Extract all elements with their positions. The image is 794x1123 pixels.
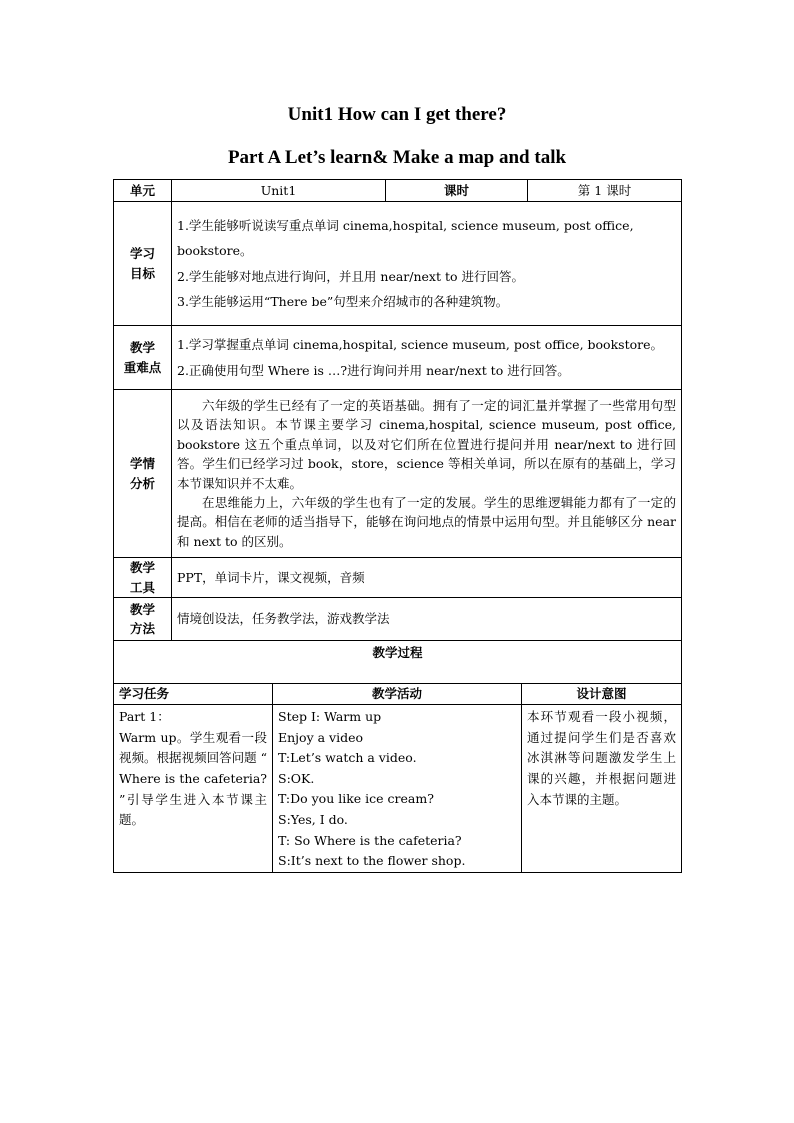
activity-line: T: So Where is the cafeteria? bbox=[278, 832, 462, 848]
activity-line: S:OK. bbox=[278, 770, 315, 786]
process-heading-row bbox=[114, 641, 682, 684]
process-header-row bbox=[114, 684, 682, 705]
unit-label: 单元 bbox=[114, 180, 172, 202]
analysis-content bbox=[172, 390, 682, 558]
objective-line: 3.学生能够运用“There be”句型来介绍城市的各种建筑物。 bbox=[177, 293, 509, 309]
methods-label: 教学 方法 bbox=[114, 598, 172, 641]
key-points-content bbox=[172, 326, 682, 390]
activity-line: S:Yes, I do. bbox=[278, 811, 348, 827]
objectives-label: 学习 目标 bbox=[114, 202, 172, 326]
activity-line: S:It’s next to the flower shop. bbox=[278, 853, 466, 869]
methods-content: 情境创设法，任务教学法，游戏教学法 bbox=[172, 598, 682, 641]
tools-content: PPT，单词卡片，课文视频，音频 bbox=[172, 558, 682, 598]
lesson-info-table bbox=[113, 179, 682, 641]
tools-row bbox=[114, 558, 682, 598]
col-header-intent: 设计意图 bbox=[522, 684, 682, 705]
task-part: Part 1： bbox=[119, 709, 170, 724]
process-table bbox=[113, 640, 682, 873]
intent-cell: 本环节观看一段小视频，通过提问学生们是否喜欢冰淇淋等问题激发学生上课的兴趣，并根据问题进入本节课的主题。 bbox=[522, 705, 682, 873]
activity-cell bbox=[273, 705, 522, 873]
key-points-label: 教学 重难点 bbox=[114, 326, 172, 390]
process-heading: 教学过程 bbox=[114, 641, 682, 684]
key-point-line: 1.学习掌握重点单词 cinema,hospital, science museum, post office, bookstore。 bbox=[177, 337, 663, 353]
document-title: Unit1 How can I get there? bbox=[287, 104, 507, 125]
key-point-line: 2.正确使用句型 Where is …?进行询问并用 near/next to 进行回答。 bbox=[177, 362, 570, 378]
activity-line: T:Let’s watch a video. bbox=[278, 750, 417, 766]
unit-row bbox=[114, 180, 682, 202]
objective-line: 2.学生能够对地点进行询问，并且用 near/next to 进行回答。 bbox=[177, 268, 525, 284]
key-points-row bbox=[114, 326, 682, 390]
period-value: 第 1 课时 bbox=[528, 180, 682, 202]
methods-row bbox=[114, 598, 682, 641]
objective-line: bookstore。 bbox=[177, 243, 253, 259]
period-label: 课时 bbox=[386, 180, 528, 202]
activity-line: Step I: Warm up bbox=[278, 709, 382, 724]
analysis-paragraph: 在思维能力上，六年级的学生也有了一定的发展。学生的思维逻辑能力都有了一定的提高。相信在老师的适当指导下，能够在询问地点的情景中运用句型。并且能够区分 near 和 next to 的区别。 bbox=[177, 494, 676, 549]
analysis-paragraph: 六年级的学生已经有了一定的英语基础。拥有了一定的词汇量并掌握了一些常用句型以及语法知识。本节课主要学习 cinema,hospital, science museum, post office, bookstore 这五个重点单词，以及对它们所在位置进行提问并用 near/next to 进行回答。学生们已经学习过 book，store，science 等相关单词，所以在原有的基础上，学习本节课知识并不太难。 bbox=[177, 398, 676, 491]
analysis-label: 学情 分析 bbox=[114, 390, 172, 558]
activity-line: Enjoy a video bbox=[278, 729, 364, 745]
col-header-task: 学习任务 bbox=[114, 684, 273, 705]
tools-label: 教学 工具 bbox=[114, 558, 172, 598]
unit-value: Unit1 bbox=[172, 180, 386, 202]
task-cell bbox=[114, 705, 273, 873]
objectives-content bbox=[172, 202, 682, 326]
objective-line: 1.学生能够听说读写重点单词 cinema,hospital, science museum, post office, bbox=[177, 217, 634, 233]
objectives-row bbox=[114, 202, 682, 326]
process-row bbox=[114, 705, 682, 873]
task-text: Warm up。学生观看一段视频。根据视频回答问题 “ Where is the cafeteria? ”引导学生进入本节课主题。 bbox=[119, 729, 267, 828]
analysis-row bbox=[114, 390, 682, 558]
document-subtitle: Part A Let’s learn& Make a map and talk bbox=[227, 147, 567, 168]
activity-line: T:Do you like ice cream? bbox=[278, 791, 434, 807]
col-header-activity: 教学活动 bbox=[273, 684, 522, 705]
